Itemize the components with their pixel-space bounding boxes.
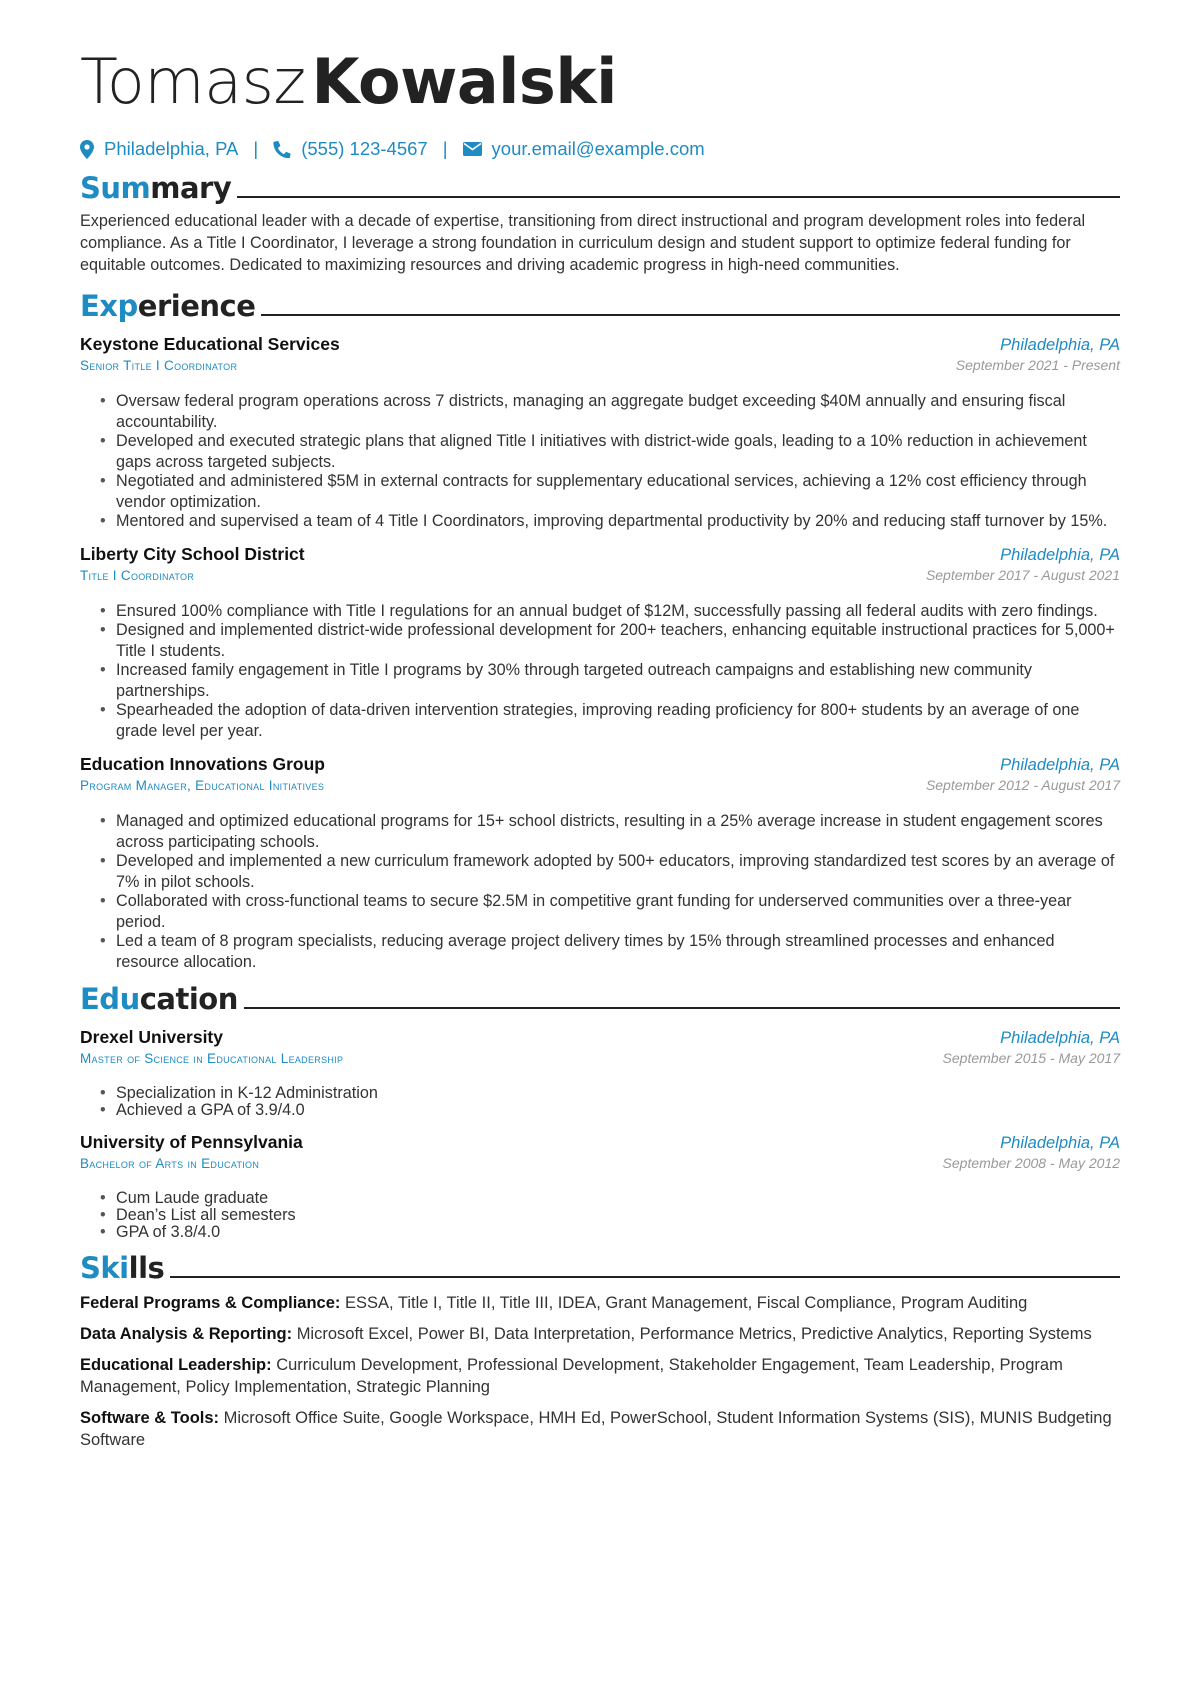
list-item: • Collaborated with cross-functional teams to secure $2.5M in competitive grant funding for underserved communities over a three-year period. [100,891,1120,933]
education-entry [80,1027,1120,1120]
bullet-list [100,391,1120,532]
phone-text: (555) 123-4567 [301,138,428,159]
skill-items: ESSA, Title I, Title II, Title III, IDEA, Grant Management, Fiscal Compliance, Program Auditing [345,1294,1028,1312]
list-item: • Mentored and supervised a team of 4 Title I Coordinators, improving departmental productivity by 20% and reducing staff turnover by 15%. [100,511,1120,532]
skill-category: Educational Leadership: [80,1356,272,1374]
school-name: University of Pennsylvania [80,1132,303,1152]
contact-separator: | [442,138,448,159]
bullet-list [100,1189,1120,1242]
list-item: • Dean’s List all semesters [100,1206,1120,1225]
employer-name: Education Innovations Group [80,754,325,774]
entry-dates: September 2008 - May 2012 [942,1155,1120,1171]
employer-name: Keystone Educational Services [80,334,340,354]
section-education-heading: Education [80,979,1120,1017]
skill-category: Software & Tools: [80,1409,220,1427]
section-rule [261,314,1120,316]
entry-location: Philadelphia, PA [1000,756,1120,774]
list-item: • Designed and implemented district-wide professional development for 200+ teachers, enhancing equitable instructional practices for 5,000+ Title I students. [100,620,1120,662]
skill-row [80,1292,1120,1314]
candidate-name [80,40,1120,122]
summary-text: Experienced educational leader with a decade of expertise, transitioning from direct instructional and program development roles into federal compliance. As a Title I Coordinator, I leverage a strong foundation in curriculum design and student support to optimize federal funding for equitable outcomes. Dedicated to maximizing resources and driving academic progress in high-need communities. [80,212,1086,274]
skill-row [80,1323,1120,1345]
section-summary-heading: Summary [80,168,1120,206]
entry-dates: September 2012 - August 2017 [925,777,1120,793]
section-rule [237,196,1120,198]
entry-location: Philadelphia, PA [1000,1134,1120,1152]
list-item: • Negotiated and administered $5M in external contracts for supplementary educational services, achieving a 12% cost efficiency through vendor optimization. [100,471,1120,513]
degree-title: Master of Science in Educational Leadership [80,1051,344,1066]
contact-email[interactable] [463,138,705,160]
list-item: • GPA of 3.8/4.0 [100,1223,1120,1242]
job-title: Title I Coordinator [80,568,195,583]
email-text: your.email@example.com [491,138,705,159]
entry-location: Philadelphia, PA [1000,336,1120,354]
bullet-list [100,811,1120,973]
list-item: • Achieved a GPA of 3.9/4.0 [100,1101,1120,1120]
degree-title: Bachelor of Arts in Education [80,1156,260,1171]
experience-entry [80,754,1120,973]
bullet-list [100,601,1120,742]
section-skills-heading: Skills [80,1248,1120,1286]
list-item: • Managed and optimized educational programs for 15+ school districts, resulting in a 25% average increase in student engagement scores across participating schools. [100,811,1120,853]
entry-location: Philadelphia, PA [1000,546,1120,564]
skill-items: Curriculum Development, Professional Development, Stakeholder Engagement, Team Leadership, Program Management, Policy Implementation, Strategic Planning [80,1356,1063,1396]
list-item: • Spearheaded the adoption of data-driven intervention strategies, improving reading proficiency for 800+ students by an average of one grade level per year. [100,700,1120,742]
entry-location: Philadelphia, PA [1000,1029,1120,1047]
skill-items: Microsoft Office Suite, Google Workspace, HMH Ed, PowerSchool, Student Information Systems (SIS), MUNIS Budgeting Software [80,1409,1112,1449]
skills-list [80,1292,1120,1451]
skill-row [80,1354,1120,1398]
skill-row [80,1407,1120,1451]
contact-location [80,138,238,160]
school-name: Drexel University [80,1027,223,1047]
first-name: Tomasz [80,45,306,118]
envelope-icon [463,142,482,156]
section-rule [244,1007,1120,1009]
education-entry [80,1132,1120,1242]
contact-bar [80,136,1120,162]
location-text: Philadelphia, PA [104,138,239,159]
entry-dates: September 2021 - Present [955,357,1120,373]
list-item: • Developed and executed strategic plans that aligned Title I initiatives with district-wide goals, leading to a 10% reduction in achievement gaps across targeted subjects. [100,431,1120,473]
skill-items: Microsoft Excel, Power BI, Data Interpretation, Performance Metrics, Predictive Analytics, Reporting Systems [296,1325,1092,1343]
contact-phone[interactable] [273,138,428,160]
list-item: • Cum Laude graduate [100,1189,1120,1208]
section-rule [170,1276,1120,1278]
last-name: Kowalski [311,45,617,118]
list-item: • Ensured 100% compliance with Title I regulations for an annual budget of $12M, successfully passing all federal audits with zero findings. [100,601,1120,622]
experience-entry [80,334,1120,532]
list-item: • Specialization in K-12 Administration [100,1084,1120,1103]
entry-dates: September 2015 - May 2017 [942,1050,1120,1066]
job-title: Senior Title I Coordinator [80,358,238,373]
list-item: • Oversaw federal program operations across 7 districts, managing an aggregate budget exceeding $40M annually and ensuring fiscal accountability. [100,391,1120,433]
list-item: • Developed and implemented a new curriculum framework adopted by 500+ educators, improving standardized test scores by an average of 7% in pilot schools. [100,851,1120,893]
map-marker-icon [80,140,94,159]
resume-page [80,40,1120,1460]
list-item: • Led a team of 8 program specialists, reducing average project delivery times by 15% through streamlined processes and enhanced resource allocation. [100,931,1120,973]
bullet-list [100,1084,1120,1120]
list-item: • Increased family engagement in Title I programs by 30% through targeted outreach campaigns and establishing new community partnerships. [100,660,1120,702]
contact-separator: | [253,138,259,159]
skill-category: Federal Programs & Compliance: [80,1294,341,1312]
employer-name: Liberty City School District [80,544,305,564]
section-experience-heading: Experience [80,286,1120,324]
skill-category: Data Analysis & Reporting: [80,1325,293,1343]
entry-dates: September 2017 - August 2021 [925,567,1120,583]
job-title: Program Manager, Educational Initiatives [80,778,325,793]
experience-entry [80,544,1120,742]
phone-icon [273,140,291,158]
